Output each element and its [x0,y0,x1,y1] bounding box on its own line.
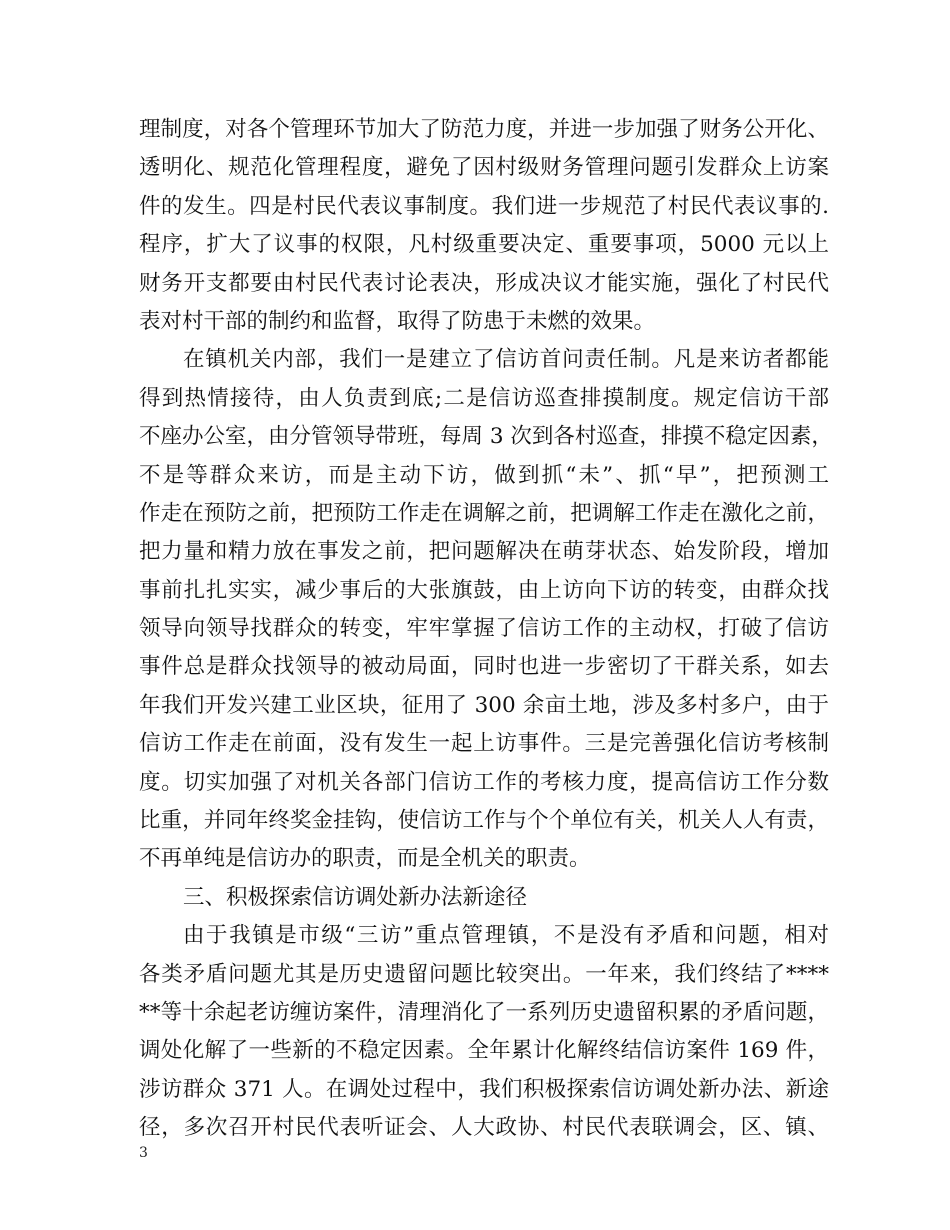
text-line: 径，多次召开村民代表听证会、人大政协、村民代表联调会，区、镇、 [139,1115,829,1141]
document-body [139,111,833,1148]
text-line: 各类矛盾问题尤其是历史遗留问题比较突出。一年来，我们终结了**** [139,961,829,987]
text-line: **等十余起老访缠访案件，清理消化了一系列历史遗留积累的矛盾问题， [139,999,829,1025]
text-line: 件的发生。四是村民代表议事制度。我们进一步规范了村民代表议事的. [139,193,829,219]
text-line: 财务开支都要由村民代表讨论表决，形成决议才能实施，强化了村民代 [139,270,829,296]
text-line: 事件总是群众找领导的被动局面，同时也进一步密切了干群关系，如去 [139,654,829,680]
text-line: 作走在预防之前，把预防工作走在调解之前，把调解工作走在激化之前， [139,500,829,526]
section-heading: 三、积极探索信访调处新办法新途径 [183,884,528,910]
text-line: 不再单纯是信访办的职责，而是全机关的职责。 [139,846,591,872]
text-line: 涉访群众 371 人。在调处过程中，我们积极探索信访调处新办法、新途 [139,1076,829,1102]
text-line: 信访工作走在前面，没有发生一起上访事件。三是完善强化信访考核制 [139,731,829,757]
text-line: 调处化解了一些新的不稳定因素。全年累计化解终结信访案件 169 件， [139,1038,829,1064]
text-line: 事前扎扎实实，减少事后的大张旗鼓，由上访向下访的转变，由群众找 [139,577,829,603]
text-line: 度。切实加强了对机关各部门信访工作的考核力度，提高信访工作分数 [139,769,829,795]
text-line: 程序，扩大了议事的权限，凡村级重要决定、重要事项，5000 元以上 [139,232,829,258]
text-line: 不是等群众来访，而是主动下访，做到抓“未”、抓“早”，把预测工 [139,462,829,488]
text-line: 不座办公室，由分管领导带班，每周 3 次到各村巡查，排摸不稳定因素， [139,424,833,450]
text-line: 把力量和精力放在事发之前，把问题解决在萌芽状态、始发阶段，增加 [139,539,829,565]
text-line: 表对村干部的制约和监督，取得了防患于未燃的效果。 [139,308,656,334]
text-line: 在镇机关内部，我们一是建立了信访首问责任制。凡是来访者都能 [183,347,829,373]
text-line: 透明化、规范化管理程度，避免了因村级财务管理问题引发群众上访案 [139,155,829,181]
page-number: 3 [139,1145,148,1161]
text-line: 领导向领导找群众的转变，牢牢掌握了信访工作的主动权，打破了信访 [139,616,829,642]
text-line: 理制度，对各个管理环节加大了防范力度，并进一步加强了财务公开化、 [139,117,829,142]
text-line: 比重，并同年终奖金挂钩，使信访工作与个个单位有关，机关人人有责， [139,808,829,834]
text-line: 年我们开发兴建工业区块，征用了 300 余亩土地，涉及多村多户，由于 [139,692,829,718]
text-line: 得到热情接待，由人负责到底;二是信访巡查排摸制度。规定信访干部 [139,385,829,411]
text-line: 由于我镇是市级“三访”重点管理镇，不是没有矛盾和问题，相对 [183,923,829,949]
